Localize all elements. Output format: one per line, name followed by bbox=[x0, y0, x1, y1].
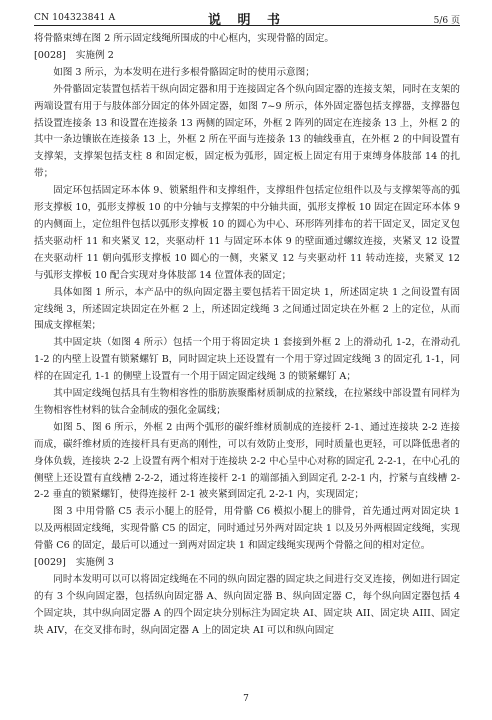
section-heading-0028 bbox=[34, 48, 460, 65]
section-heading-0029 bbox=[34, 555, 460, 572]
document-title: 说 明 书 bbox=[207, 13, 287, 28]
page-number: 7 bbox=[243, 694, 249, 704]
patent-number: CN 104323841 A bbox=[34, 13, 116, 23]
page-header bbox=[34, 6, 460, 28]
paragraph: 如图 3 所示，为本发明在进行多根骨骼固定时的使用示意图； bbox=[53, 66, 315, 78]
paragraph: 固定环包括固定环本体 9、锁紧组件和支撑组件，支撑组件包括定位组件以及与支撑架等高的弧形支撑板 10，弧形支撑板 10 的中分轴与支撑架的中分轴共面，弧形支撑板 10 固定在固定环本体 9 的内侧面上，定位组件包括以弧形支撑板 10 的圆心为中心、环形阵列排布的若干固定叉，固定叉包括夹驱动杆 11 和夹紧叉 12，夹驱动杆 11 与固定环本体 9 的壁面通过螺纹连接，夹紧叉 12 设置在夹驱动杆 11 朝向弧形支撑板 10 圆心的一侧，夹紧叉 12 与夹驱动杆 11 转动连接，夹紧叉 12 与弧形支撑板 10 配合实现对身体肢部 14 位置体表的固定； bbox=[34, 185, 460, 281]
paragraph: 图 3 中用骨骼 C5 表示小腿上的胫骨，用骨骼 C6 模拟小腿上的腓骨，首先通过两对固定块 1 以及两根固定线绳，实现骨骼 C5 的固定，同时通过另外两对固定块 1 以及另外两根固定线绳，实现骨骼 C6 的固定，最后可以通过一到两对固定块 1 和固定线绳实现两个骨骼之间的相对定位。 bbox=[34, 506, 460, 552]
paragraph: 同时本发明可以可以将固定线绳在不同的纵向固定器的固定块之间进行交叉连接，例如进行固定的有 3 个纵向固定器，包括纵向固定器 A、纵向固定器 B、纵向固定器 C，每个纵向固定器包括 4 个固定块，其中纵向固定器 A 的四个固定块分别标注为固定块 AI、固定块 AII、固定块 AIII、固定块 AIV，在交叉排布时，纵向固定器 A 上的固定块 AI 可以和纵向固定 bbox=[34, 574, 460, 636]
paragraph: 外骨骼固定装置包括若干纵向固定器和用于连接固定各个纵向固定器的连接支架，同时在支架的两端设置有用于与肢体部分固定的体外固定器，如图 7~9 所示，体外固定器包括支撑器，支撑器包括设置连接条 13 和设置在连接条 13 两侧的固定环，外框 2 阵列的固定在连接条 13 上，外框 2 的其中一条边镶嵌在连接条 13 上，外框 2 所在平面与连接条 13 的轴线垂直，在外框 2 的中间设置有支撑架，支撑架包括支柱 8 和固定板，固定板为弧形，固定板上固定有用于束缚身体肢部 14 的扎带； bbox=[34, 83, 460, 180]
section-title: 实施例 3 bbox=[75, 557, 114, 569]
paragraph: 具体如图 1 所示，本产品中的纵向固定器主要包括若干固定块 1，所述固定块 1 之间设置有固定线绳 3，所述固定块固定在外框 2 上，所述固定线绳 3 之间通过固定块在外框 2 上的定位，从而围成支撑框架； bbox=[34, 286, 460, 332]
paragraph-continuation: 将骨骼束缚在图 2 所示固定线绳所围成的中心框内，实现骨骼的固定。 bbox=[34, 33, 335, 44]
paragraph: 其中固定线绳包括具有生物相容性的脂肪族聚酯材质制成的拉紧线，在拉紧线中部设置有同样为生物相容性材料的钛合金制成的强化金属线； bbox=[34, 388, 460, 416]
paragraph-number: [0028] bbox=[34, 49, 66, 61]
document-body bbox=[34, 31, 460, 640]
paragraph: 如图 5、图 6 所示，外框 2 由两个弧形的碳纤维材质制成的连接杆 2-1、通过连接块 2-2 连接而成，碳纤维材质的连接杆具有更高的刚性，可以有效防止变形，同时质量也更轻，可以降低患者的身体负载，连接块 2-2 上设置有两个相对于连接块 2-2 中心呈中心对称的固定孔 2-2-1，在中心孔的侧壁上还设置有直线槽 2-2-2，通过将连接杆 2-1 的端部插入到固定孔 2-2-1 内，拧紧与直线槽 2-2-2 垂直的锁紧螺钉，使得连接杆 2-1 被夹紧到固定孔 2-2-1 内，实现固定； bbox=[34, 421, 460, 501]
page-reference: 5/6 页 bbox=[433, 16, 460, 26]
header-rule bbox=[34, 25, 460, 26]
paragraph-number: [0029] bbox=[34, 557, 66, 569]
section-title: 实施例 2 bbox=[75, 49, 114, 61]
paragraph: 其中固定块（如图 4 所示）包括一个用于将固定块 1 套接到外框 2 上的滑动孔 1-2，在滑动孔 1-2 的内壁上设置有锁紧螺钉 B，同时固定块上还设置有一个用于穿过固定线绳 3 的固定孔 1-1，同样的在固定孔 1-1 的侧壁上设置有一个用于固定固定线绳 3 的锁紧螺钉 A； bbox=[34, 337, 460, 383]
